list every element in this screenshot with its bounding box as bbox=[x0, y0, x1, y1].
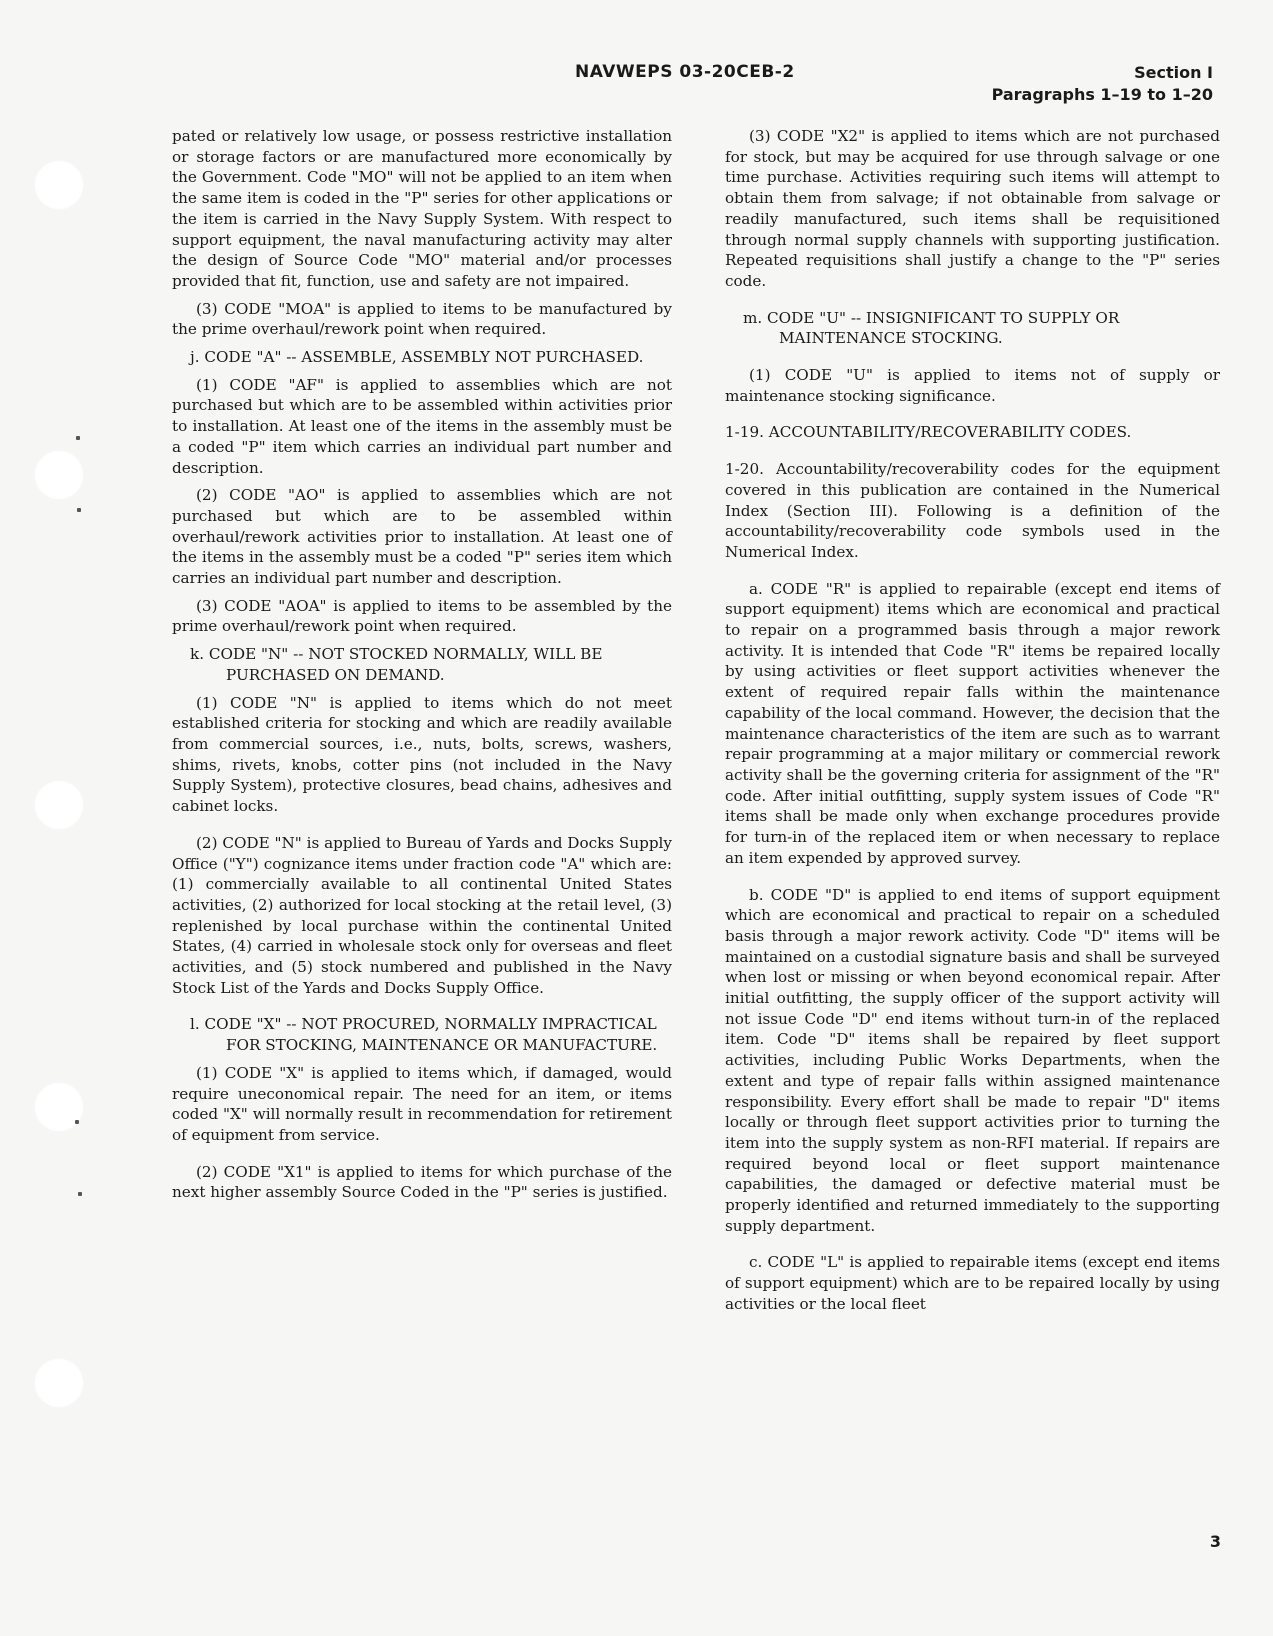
page-number: 3 bbox=[1209, 1532, 1221, 1551]
paragraph-8: (1) CODE "N" is applied to items which do not meet established criteria for stocking and which are readily available from commercial sources, i.e., nuts, bolts, screws, washers, shims, rivets, knobs, cotter pins (not included in the Navy Supply System), protective closures, bead chains, adhesives and cabinet locks. bbox=[172, 693, 672, 816]
section-title: Section I bbox=[1134, 63, 1213, 82]
document-number: NAVWEPS 03-20CEB-2 bbox=[575, 62, 795, 82]
scan-speck bbox=[77, 508, 81, 512]
paragraph-8: c. CODE "L" is applied to repairable items (except end items of support equipment) which are to be repaired locally by using activities or the local fleet bbox=[725, 1253, 1220, 1313]
binder-hole bbox=[34, 160, 84, 210]
binder-hole bbox=[34, 780, 84, 830]
paragraph-6: a. CODE "R" is applied to repairable (except end items of support equipment) items which are economical and practical to repair on a programmed basis through a major rework activity. It is intended that Code "R" items be repaired locally by using activities or fleet support activities whenever the extent of required repair falls within the maintenance capability of the local command. However, the decision that the maintenance characteristics of the item are such as to warrant repair programming at a major military or commercial rework activity shall be the governing criteria for assignment of the "R" code. After initial outfitting, supply system issues of Code "R" items shall be made only when exchange procedures provide for turn-in of the replaced item or when necessary to replace an item expended by approved survey. bbox=[725, 579, 1220, 867]
paragraph-11: (1) CODE "X" is applied to items which, if damaged, would require uneconomical repair. The need for an item, or items coded "X" will normally result in recommendation for retirement of equipment from service. bbox=[172, 1063, 672, 1144]
paragraph-9: (2) CODE "N" is applied to Bureau of Yards and Docks Supply Office ("Y") cognizance items under fraction code "A" which are: (1) commercially available to all continental United States activities, (2) authorized for local stocking at the retail level, (3) replenished by local purchase within the continental United States, (4) carried in wholesale stock only for overseas and fleet activities, and (5) stock numbered and published in the Navy Stock List of the Yards and Docks Supply Office. bbox=[172, 833, 672, 997]
heading-4: 1-19. ACCOUNTABILITY/RECOVERABILITY CODES. bbox=[725, 423, 1132, 442]
heading-7: k. CODE "N" -- NOT STOCKED NORMALLY, WILL BE PURCHASED ON DEMAND. bbox=[190, 645, 603, 684]
paragraph-6: (3) CODE "AOA" is applied to items to be assembled by the prime overhaul/rework point when required. bbox=[172, 596, 672, 636]
paragraph-1: pated or relatively low usage, or possess restrictive installation or storage factors or are manufactured more economically by the Government. Code "MO" will not be applied to an item when the same item is coded in the "P" series for other applications or the item is carried in the Navy Supply System. With respect to support equipment, the naval manufacturing activity may alter the design of Source Code "MO" material and/or processes provided that fit, function, use and safety are not impaired. bbox=[172, 127, 672, 290]
right-column bbox=[725, 126, 1220, 1322]
paragraph-4: (1) CODE "AF" is applied to assemblies which are not purchased but which are to be assembled within activities prior to installation. At least one of the items in the assembly must be a coded "P" item which carries an individual part number and description. bbox=[172, 375, 672, 477]
binder-hole bbox=[34, 1082, 84, 1132]
paragraph-5: (2) CODE "AO" is applied to assemblies which are not purchased but which are to be assembled within overhaul/rework activities prior to installation. At least one of the items in the assembly must be a coded "P" series item which carries an individual part number and description. bbox=[172, 486, 672, 588]
binder-hole bbox=[34, 450, 84, 500]
page-header bbox=[0, 62, 1273, 112]
binder-hole bbox=[34, 1358, 84, 1408]
section-reference bbox=[992, 62, 1213, 106]
left-column bbox=[172, 126, 672, 1210]
scan-speck bbox=[76, 436, 80, 440]
heading-2: m. CODE "U" -- INSIGNIFICANT TO SUPPLY OR MAINTENANCE STOCKING. bbox=[743, 308, 1120, 348]
paragraph-2: (3) CODE "MOA" is applied to items to be manufactured by the prime overhaul/rework point when required. bbox=[172, 299, 672, 339]
paragraph-5: 1-20. Accountability/recoverability codes for the equipment covered in this publication are contained in the Numerical Index (Section III). Following is a definition of the accountability/recoverability code symbols used in the Numerical Index. bbox=[725, 460, 1220, 561]
scan-speck bbox=[75, 1120, 79, 1124]
heading-10: l. CODE "X" -- NOT PROCURED, NORMALLY IMPRACTICAL FOR STOCKING, MAINTENANCE OR MANUFACTURE. bbox=[190, 1015, 658, 1055]
paragraph-range: Paragraphs 1–19 to 1–20 bbox=[991, 85, 1213, 104]
paragraph-12: (2) CODE "X1" is applied to items for which purchase of the next higher assembly Source Coded in the "P" series is justified. bbox=[172, 1162, 672, 1202]
paragraph-7: b. CODE "D" is applied to end items of support equipment which are economical and practical to repair on a scheduled basis through a major rework activity. Code "D" items will be maintained on a custodial signature basis and shall be surveyed when lost or missing or when beyond economical repair. After initial outfitting, the supply officer of the support activity will not issue Code "D" end items without turn-in of the replaced item. Code "D" items shall be repaired by fleet support activities, including Public Works Departments, when the extent and type of repair falls within assigned maintenance responsibility. Every effort shall be made to repair "D" items locally or through fleet support activities prior to turning the item into the supply system as non-RFI material. If repairs are required beyond local or fleet support maintenance capabilities, the damaged or defective material must be properly identified and returned immediately to the supporting supply department. bbox=[725, 885, 1220, 1235]
heading-3: j. CODE "A" -- ASSEMBLE, ASSEMBLY NOT PURCHASED. bbox=[190, 348, 644, 367]
paragraph-1: (3) CODE "X2" is applied to items which are not purchased for stock, but may be acquired for use through salvage or one time purchase. Activities requiring such items will attempt to obtain them from salvage; if not obtainable from salvage or readily manufactured, such items shall be requisitioned through normal supply channels with supporting justification. Repeated requisitions shall justify a change to the "P" series code. bbox=[725, 127, 1220, 290]
paragraph-3: (1) CODE "U" is applied to items not of supply or maintenance stocking significance. bbox=[725, 366, 1220, 405]
scan-speck bbox=[78, 1192, 82, 1196]
